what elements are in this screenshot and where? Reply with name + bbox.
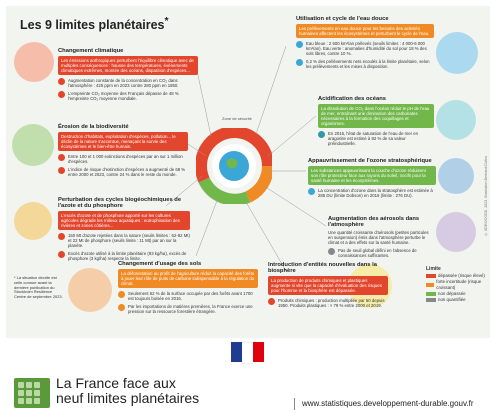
- forest-icon: [118, 291, 125, 298]
- landuse-heading: Changement d'usage des sols: [118, 261, 202, 267]
- climate-item-2: L'empreinte CO₂ moyenne des Français dépasse de 48 % l'empreinte CO₂ moyenne mondiale.: [58, 91, 198, 101]
- novel-description: La production de produits chimiques et plastiques augmente si vite que la capacité d'évaluation des risques pour l'homme et la biosphère est dépassée.: [268, 276, 388, 295]
- aerosols-description: Une quantité croissante d'aérosols (petites particules en suspension) émis dans l'atmosphère perturbe le climat et a des effets sur la santé humaine.: [328, 230, 429, 246]
- nitrogen-item-2: Excès d'azote utilisé à la limite planétaire (93 kg/ha), excès de phosphore (3 kg/ha) respecte la limite.: [58, 251, 190, 261]
- ocean-description: La dissolution de CO₂ dans l'océan réduit le pH de l'eau de mer, entraînant une diminution des carbonates nécessaires à la formation des coquillages et organismes.: [318, 104, 434, 128]
- nitrogen-heading: Perturbation des cycles biogéochimiques de l'azote et du phosphore: [58, 197, 182, 210]
- nitrogen-description: L'excès d'azote et de phosphore apporté sur les cultures agricoles dégrade les milieux aquatiques : eutrophisation des rivières et zones côtières...: [58, 211, 190, 230]
- water-heading: Utilisation et cycle de l'eau douce: [296, 16, 389, 22]
- ocean-item-1: En 2016, l'état de saturation de l'eau de mer en aragonite est estimé à 82 % de sa valeur préindustrielle.: [318, 131, 434, 146]
- legend: [426, 266, 490, 303]
- legend-item-exceeded: dépassée (risque élevé): [426, 273, 490, 279]
- co2-icon: [58, 78, 65, 85]
- sun-icon: [308, 188, 315, 195]
- publication-title: La France face aux neuf limites planétaires: [56, 375, 200, 406]
- footnote: * La situation décrite est celle connue avant la dernière publication du Stockholm Resilience Centre de septembre 2023.: [14, 275, 63, 300]
- particles-icon: [328, 248, 335, 255]
- novel-item-1: Produits chimiques : production multipliée par 50 depuis 1950. Produits plastiques : × 79 % entre 2000 et 2019.: [268, 298, 388, 308]
- ozone-description: Les substances appauvrissant la couche d'ozone réduisent son rôle protecteur face aux rayons du soleil, nocifs pour la santé humaine et les écosystèmes.: [308, 166, 436, 185]
- landuse-item-1: Seulement 62 % de la surface occupée par des forêts avant 1700 est toujours boisée en 2016.: [118, 291, 258, 301]
- water-drop-icon: [296, 41, 303, 48]
- novel-heading: Introduction d'entités nouvelles dans la biosphère: [268, 262, 377, 275]
- fertilizer-icon: [58, 233, 65, 240]
- publication-logo: [14, 378, 50, 408]
- aerosols-heading: Augmentation des aérosols dans l'atmosphère: [328, 216, 420, 229]
- ocean-heading: Acidification des océans: [318, 96, 386, 102]
- section-water: [296, 16, 434, 72]
- water-description: Les prélèvements en eau douce pour les besoins des activités humaines affectent les écosystèmes et perturbent le cycle de l'eau.: [296, 24, 434, 38]
- water-item-1: Eau bleue : 2 600 km³/an prélevés (seuils limites : 4 000-6 000 km³/an). Eau verte : anomalies d'humidité du sol pour 18 % des sols libres, contre 10 %.: [296, 41, 434, 56]
- water-item-2: 0,2 % des prélèvements nets ecoulés à la limite planétaire, selon les prélèvements et les mises à disposition.: [296, 59, 434, 69]
- climate-heading: Changement climatique: [58, 48, 124, 54]
- wheel-zone-label: Zone de sécurité: [222, 116, 252, 121]
- section-climate: [58, 48, 198, 104]
- credit-text: © SDES/CGDD, 2023. Illustration Bertrand Dufeu: [484, 156, 488, 237]
- aerosols-item-1: Pas de seuil global défini en l'absence de connaissances suffisantes.: [328, 248, 434, 258]
- divider: [294, 398, 295, 410]
- legend-item-unquantified: non quantifiée: [426, 297, 490, 303]
- section-biodiversity: [58, 124, 188, 180]
- section-novel-entities: [268, 262, 388, 311]
- climate-item-1: Augmentation constante de la concentration en CO₂ dans l'atmosphère : 425 ppm en 2023 contre 280 ppm en 1850.: [58, 78, 198, 88]
- ozone-item-1: La concentration d'ozone dans la stratosphère est estimée à 285 DU (limite Dobson) en 2016 (limite : 276 DU).: [308, 188, 436, 198]
- france-icon: [296, 59, 303, 66]
- section-landuse: [118, 261, 258, 317]
- footer: [0, 338, 496, 413]
- biodiversity-heading: Érosion de la biodiversité: [58, 124, 129, 130]
- section-ozone: [308, 158, 436, 201]
- species-icon: [58, 154, 65, 161]
- poster-title: Les 9 limites planétaires*: [20, 16, 169, 33]
- landuse-item-2: Par les importations de matières premières, la France exerce une pression sur la ressource forestière étrangère.: [118, 304, 258, 314]
- nitrogen-item-1: 150 Mt d'azote rejetées dans la nature (seuils limites : 62-82 Mt) et 22 Mt de phosphore (seuils limite : 11 Mt) par an sur la planète.: [58, 233, 190, 248]
- website-link[interactable]: www.statistiques.developpement-durable.gouv.fr: [302, 399, 474, 408]
- chemical-icon: [268, 298, 275, 305]
- biodiversity-description: Destruction d'habitats, exploitation d'espèces, pollution... le déclin de la nature s'accentue, menaçant la survie des écosystèmes et le bien-être humain.: [58, 132, 188, 151]
- wave-icon: [318, 131, 325, 138]
- france-icon: [58, 167, 65, 174]
- legend-item-safe: non dépassée: [426, 291, 490, 297]
- legend-item-uncertain: forte incertitude (risque croissant): [426, 279, 490, 291]
- climate-description: Les émissions anthropiques perturbent l'équilibre climatique avec de multiples conséquences : hausse des températures, événements climatiques extrêmes, montée des océans, disparition d'espèces...: [58, 56, 198, 75]
- french-flag-icon: [231, 342, 264, 362]
- france-icon: [58, 251, 65, 258]
- section-aerosols: [328, 216, 434, 261]
- biodiversity-item-2: L'indice de risque d'extinction d'espèces a augmenté de 68 % entre 2000 et 2023, contre 24 % dans le reste du monde.: [58, 167, 188, 177]
- infographic-poster: [6, 6, 490, 338]
- section-nitrogen: [58, 197, 190, 264]
- section-ocean: [318, 96, 434, 149]
- biodiversity-item-1: Entre 100 et 1 000 extinctions d'espèces par an sur 1 million d'espèces.: [58, 154, 188, 164]
- legend-title: Limite: [426, 266, 441, 272]
- france-icon: [118, 304, 125, 311]
- ozone-heading: Appauvrissement de l'ozone stratosphérique: [308, 158, 432, 164]
- france-icon: [58, 91, 65, 98]
- landuse-description: La déforestation au profit de l'agriculture réduit la capacité des forêts à jouer leur rôle de puits de carbone indispensable à la régulation du climat.: [118, 269, 258, 288]
